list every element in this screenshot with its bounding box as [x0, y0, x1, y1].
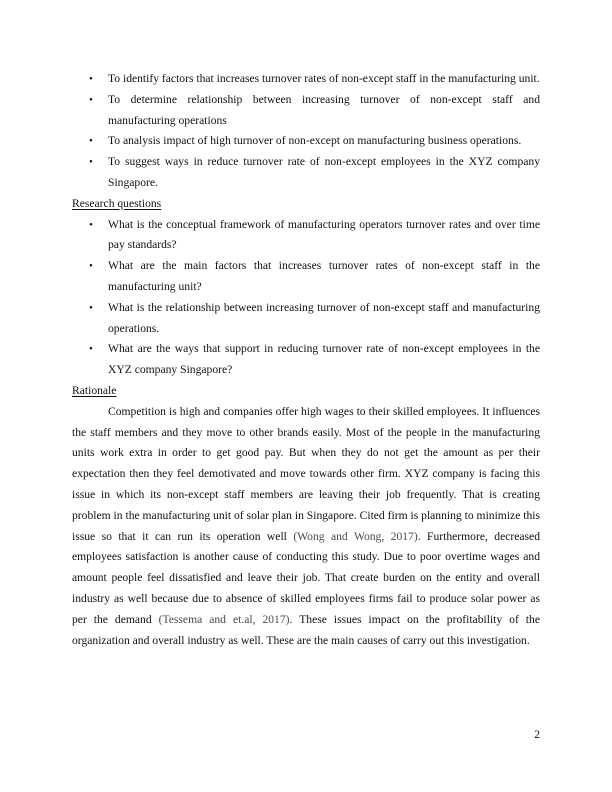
citation: (Tessema and et.al, 2017) — [158, 612, 290, 626]
rationale-text-2: . Furthermore, decreased employees satisfaction is another cause of conducting this study. Due to poor overtime wages and amount people feel dissatisfied and leave their job. That create burden on the entity and overall industry as well because due to absence of skilled employees firms fail to produce solar power as per the demand — [72, 529, 540, 626]
rationale-heading: Rationale — [72, 383, 117, 397]
rationale-text-1: Competition is high and companies offer high wages to their skilled employees. It influences the staff members and they move to other brands easily. Most of the people in the manufacturing units work extra in order to get good pay. But when they do not get the amount as per their expectation then they feel demotivated and move towards other firm. XYZ company is facing this issue in which its non-except staff members are leaving their job frequently. That is creating problem in the manufacturing unit of solar plan in Singapore. Cited firm is planning to minimize this issue so that it can run its operation well — [72, 404, 540, 543]
bullet-icon: • — [89, 218, 93, 231]
list-item-text: What are the ways that support in reducing turnover rate of non-except employees in the XYZ company Singapore? — [108, 342, 540, 377]
research-questions-list — [72, 215, 540, 381]
page-content — [72, 69, 540, 651]
list-item-text: What are the main factors that increases turnover rates of non-except staff in the manufacturing unit? — [108, 259, 540, 293]
list-item-text: To suggest ways in reduce turnover rate of non-except employees in the XYZ company Singapore. — [108, 155, 540, 189]
bullet-icon: • — [89, 135, 93, 148]
list-item — [72, 152, 540, 194]
list-item — [72, 69, 540, 90]
list-item — [72, 90, 540, 132]
page-number: 2 — [534, 728, 540, 741]
list-item — [72, 215, 540, 257]
research-questions-heading: Research questions — [72, 196, 162, 210]
objectives-list — [72, 69, 540, 194]
list-item-text: What is the relationship between increasing turnover of non-except staff and manufacturing operations. — [108, 300, 540, 335]
rationale-paragraph — [72, 402, 540, 652]
list-item — [72, 256, 540, 298]
list-item — [72, 131, 540, 152]
list-item-text: To determine relationship between increasing turnover of non-except staff and manufacturing operations — [108, 92, 540, 127]
bullet-icon: • — [89, 156, 93, 169]
list-item-text: What is the conceptual framework of manufacturing operators turnover rates and over time pay standards? — [108, 217, 540, 252]
bullet-icon: • — [89, 260, 93, 273]
list-item-text: To identify factors that increases turnover rates of non-except staff in the manufacturing unit. — [108, 72, 540, 85]
list-item-text: To analysis impact of high turnover of non-except on manufacturing business operations. — [108, 134, 522, 148]
bullet-icon: • — [89, 301, 93, 314]
list-item — [72, 339, 540, 381]
bullet-icon: • — [89, 73, 93, 85]
list-item — [72, 298, 540, 340]
citation: (Wong and Wong, 2017) — [293, 529, 418, 543]
bullet-icon: • — [89, 343, 93, 356]
rationale-text-3: . These issues impact on the profitability of the organization and overall industry as well. These are the main causes of carry out this investigation. — [72, 612, 540, 647]
bullet-icon: • — [89, 93, 93, 106]
